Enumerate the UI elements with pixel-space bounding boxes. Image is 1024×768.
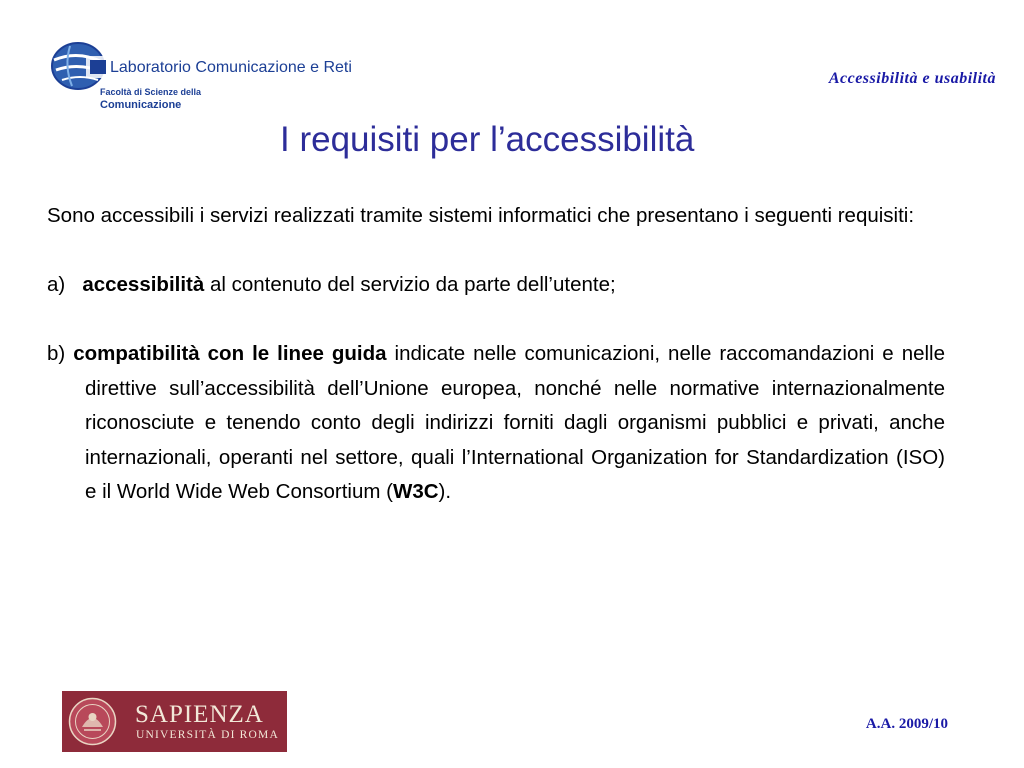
- item-a-text: al contenuto del servizio da parte dell’utente;: [204, 273, 616, 296]
- academic-year: A.A. 2009/10: [865, 716, 948, 732]
- course-title: Accessibilità e usabilità: [828, 70, 996, 87]
- slide-body: [47, 199, 945, 510]
- item-a-marker: a): [47, 273, 66, 296]
- item-b-bold: compatibilità con le linee guida: [73, 342, 387, 365]
- faculty-line: Facoltà di Scienze della: [100, 87, 202, 97]
- item-b: [47, 337, 945, 510]
- item-b-end: ).: [438, 480, 452, 503]
- lab-name: Laboratorio Comunicazione e Reti: [110, 59, 352, 76]
- sapienza-logo: [62, 691, 287, 752]
- lab-globe-logo-icon: [50, 40, 110, 92]
- item-b-text: indicate nelle comunicazioni, nelle raccomandazioni e nelle direttive sull’accessibilità dell’Unione europea, nonché nelle normative internazionalmente riconosciute e tenendo conto degli indirizzi forniti dagli organismi pubblici e privati, anche internazionali, operanti nel settore, quali l’International Organization for Standardization (ISO) e il World Wide Web Consortium (: [85, 342, 946, 503]
- intro-paragraph: Sono accessibili i servizi realizzati tramite sistemi informatici che presentano i seguenti requisiti:: [47, 204, 915, 227]
- faculty-name: Comunicazione: [100, 99, 182, 110]
- sapienza-seal-icon: [68, 697, 117, 746]
- item-b-marker: b): [47, 342, 66, 365]
- item-b-bold-end: W3C: [392, 480, 439, 503]
- university-subtitle: UNIVERSITÀ DI ROMA: [136, 729, 279, 741]
- university-name: SAPIENZA: [135, 701, 264, 728]
- item-a-bold: accessibilità: [82, 273, 205, 296]
- item-a: [47, 268, 945, 303]
- slide-title: I requisiti per l’accessibilità: [280, 120, 695, 159]
